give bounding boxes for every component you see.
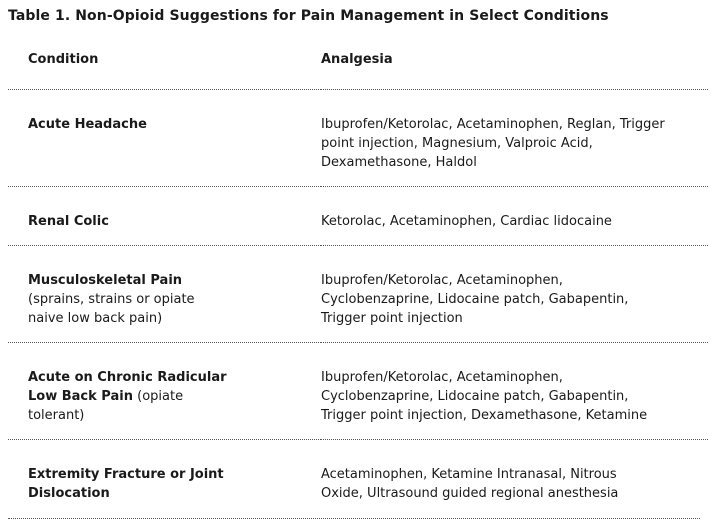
condition-note: (opiate tolerant) (28, 389, 184, 423)
analgesia-text: Ibuprofen/Ketorolac, Acetaminophen, Reglan, Trigger point injection, Magnesium, Valproic Acid, Dexamethasone, Haldol (321, 117, 665, 170)
condition-cell (8, 187, 321, 246)
condition-name: Renal Colic (28, 214, 109, 229)
analgesia-cell (321, 90, 708, 187)
analgesia-text: Ibuprofen/Ketorolac, Acetaminophen, Cyclobenzaprine, Lidocaine patch, Gabapentin, Trigger point injection, Dexamethasone, Ketamine (321, 370, 648, 423)
table-row (8, 246, 708, 343)
table-row (8, 440, 708, 514)
table-row (8, 343, 708, 440)
condition-cell (8, 90, 321, 187)
analgesia-cell (321, 246, 708, 343)
condition-name: Acute Headache (28, 117, 147, 132)
header-analgesia: Analgesia (321, 52, 393, 67)
table-row (8, 187, 708, 246)
header-condition: Condition (28, 52, 99, 67)
analgesia-text: Ibuprofen/Ketorolac, Acetaminophen, Cyclobenzaprine, Lidocaine patch, Gabapentin, Trigger point injection (321, 273, 629, 326)
condition-name: Extremity Fracture or Joint Dislocation (28, 467, 224, 501)
table-title: Table 1. Non-Opioid Suggestions for Pain Management in Select Conditions (8, 8, 609, 24)
condition-name: Acute on Chronic Radicular Low Back Pain (28, 370, 227, 404)
table-row (8, 90, 708, 187)
table-header-row (8, 50, 708, 90)
analgesia-cell (321, 343, 708, 440)
analgesia-text: Acetaminophen, Ketamine Intranasal, Nitrous Oxide, Ultrasound guided regional anesthesia (321, 467, 619, 501)
pain-management-table (8, 50, 708, 514)
condition-cell (8, 343, 321, 440)
condition-cell (8, 440, 321, 514)
analgesia-cell (321, 440, 708, 514)
condition-cell (8, 246, 321, 343)
condition-name: Musculoskeletal Pain (28, 273, 183, 288)
table-bottom-rule (8, 518, 700, 519)
analgesia-text: Ketorolac, Acetaminophen, Cardiac lidocaine (321, 214, 612, 229)
analgesia-cell (321, 187, 708, 246)
condition-note: (sprains, strains or opiate naive low back pain) (28, 292, 195, 326)
